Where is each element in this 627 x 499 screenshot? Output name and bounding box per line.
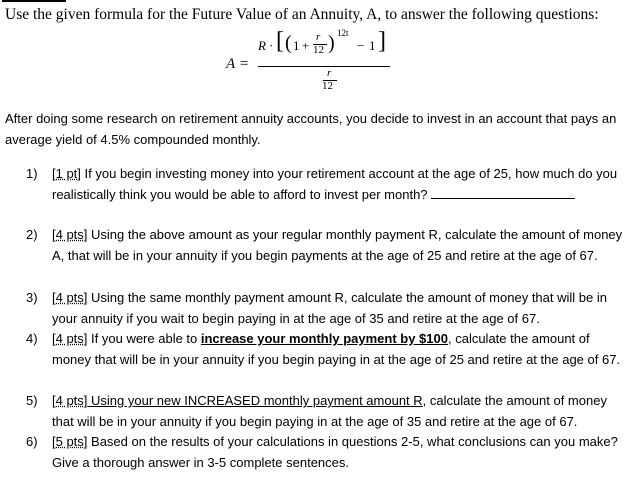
question-text: , calculate the amount of money that will be in your annuity if you begin paying in at the age of 35 and retire at the age of 67. xyxy=(52,393,607,429)
question-body xyxy=(52,225,626,266)
points-label: [4 pts] xyxy=(52,227,88,242)
formula-bracket-left: [ xyxy=(276,28,284,54)
formula-paren-right: ) xyxy=(328,32,335,54)
intro-text: Use the given formula for the Future Value of an Annuity, A, to answer the following questions: xyxy=(5,6,599,23)
formula-main-bar xyxy=(258,66,390,67)
formula-one-b: 1 xyxy=(369,38,376,53)
question-text: Using the same monthly payment amount R, calculate the amount of money that will be in your annuity if you wait to begin paying in at the age of 35 and retire at the age of 67. xyxy=(52,290,607,326)
question-body xyxy=(52,164,626,205)
points-label: [4 pts] xyxy=(52,393,88,408)
formula-R: R xyxy=(258,38,266,53)
question-body xyxy=(52,432,626,473)
formula-exponent: 12t xyxy=(337,28,349,38)
question-text: Using the above amount as your regular monthly payment R, calculate the amount of money A, that will be in your annuity if you begin payments at the age of 25 and retire at the age of 67. xyxy=(52,227,623,263)
question-body xyxy=(52,329,626,370)
question-number: 6) xyxy=(26,434,38,449)
points-label: [4 pts] xyxy=(52,331,88,346)
points-label: [1 pt] xyxy=(52,166,81,181)
question-text-b: , calculate the amount of money that will be in your annuity if you begin paying in at the age of 25 and retire at the age of 67. xyxy=(52,331,621,367)
annuity-formula xyxy=(226,28,416,100)
formula-inner-12: 12 xyxy=(313,44,324,56)
top-rule xyxy=(2,0,66,2)
question-body xyxy=(52,288,626,329)
emphasis-text: increase your monthly payment by $100 xyxy=(200,331,448,346)
formula-dot: · xyxy=(269,38,274,53)
formula-equals: = xyxy=(240,56,249,72)
points-label: [5 pts] xyxy=(52,434,88,449)
formula-one: 1 xyxy=(293,38,300,53)
question-number: 2) xyxy=(26,227,38,242)
question-text-a: If you were able to xyxy=(87,331,201,346)
question-body xyxy=(52,391,626,432)
question-number: 3) xyxy=(26,290,38,305)
question-number: 1) xyxy=(26,166,38,181)
question-text: If you begin investing money into your retirement account at the age of 25, how much do you realistically think you would be able to afford to invest per month? xyxy=(52,166,618,202)
question-number: 4) xyxy=(26,331,38,346)
answer-blank[interactable] xyxy=(431,187,575,199)
formula-paren-left: ( xyxy=(285,32,292,54)
formula-den-12: 12 xyxy=(322,80,333,92)
question-text: Based on the results of your calculations in questions 2-5, what conclusions can you make? Give a thorough answer in 3-5 complete sentences. xyxy=(52,434,618,470)
formula-lhs: A xyxy=(226,56,236,72)
points-label: [4 pts] xyxy=(52,290,88,305)
formula-minus: − xyxy=(357,38,365,53)
formula-den-r: r xyxy=(327,67,332,79)
formula-plus: + xyxy=(302,38,310,53)
underlined-text: Using your new INCREASED monthly payment amount R xyxy=(87,393,423,408)
scenario-paragraph: After doing some research on retirement annuity accounts, you decide to invest in an account that pays an average yield of 4.5% compounded monthly. xyxy=(5,111,617,147)
formula-bracket-right: ] xyxy=(378,28,386,54)
formula-inner-r: r xyxy=(316,31,321,43)
question-number: 5) xyxy=(26,393,38,408)
